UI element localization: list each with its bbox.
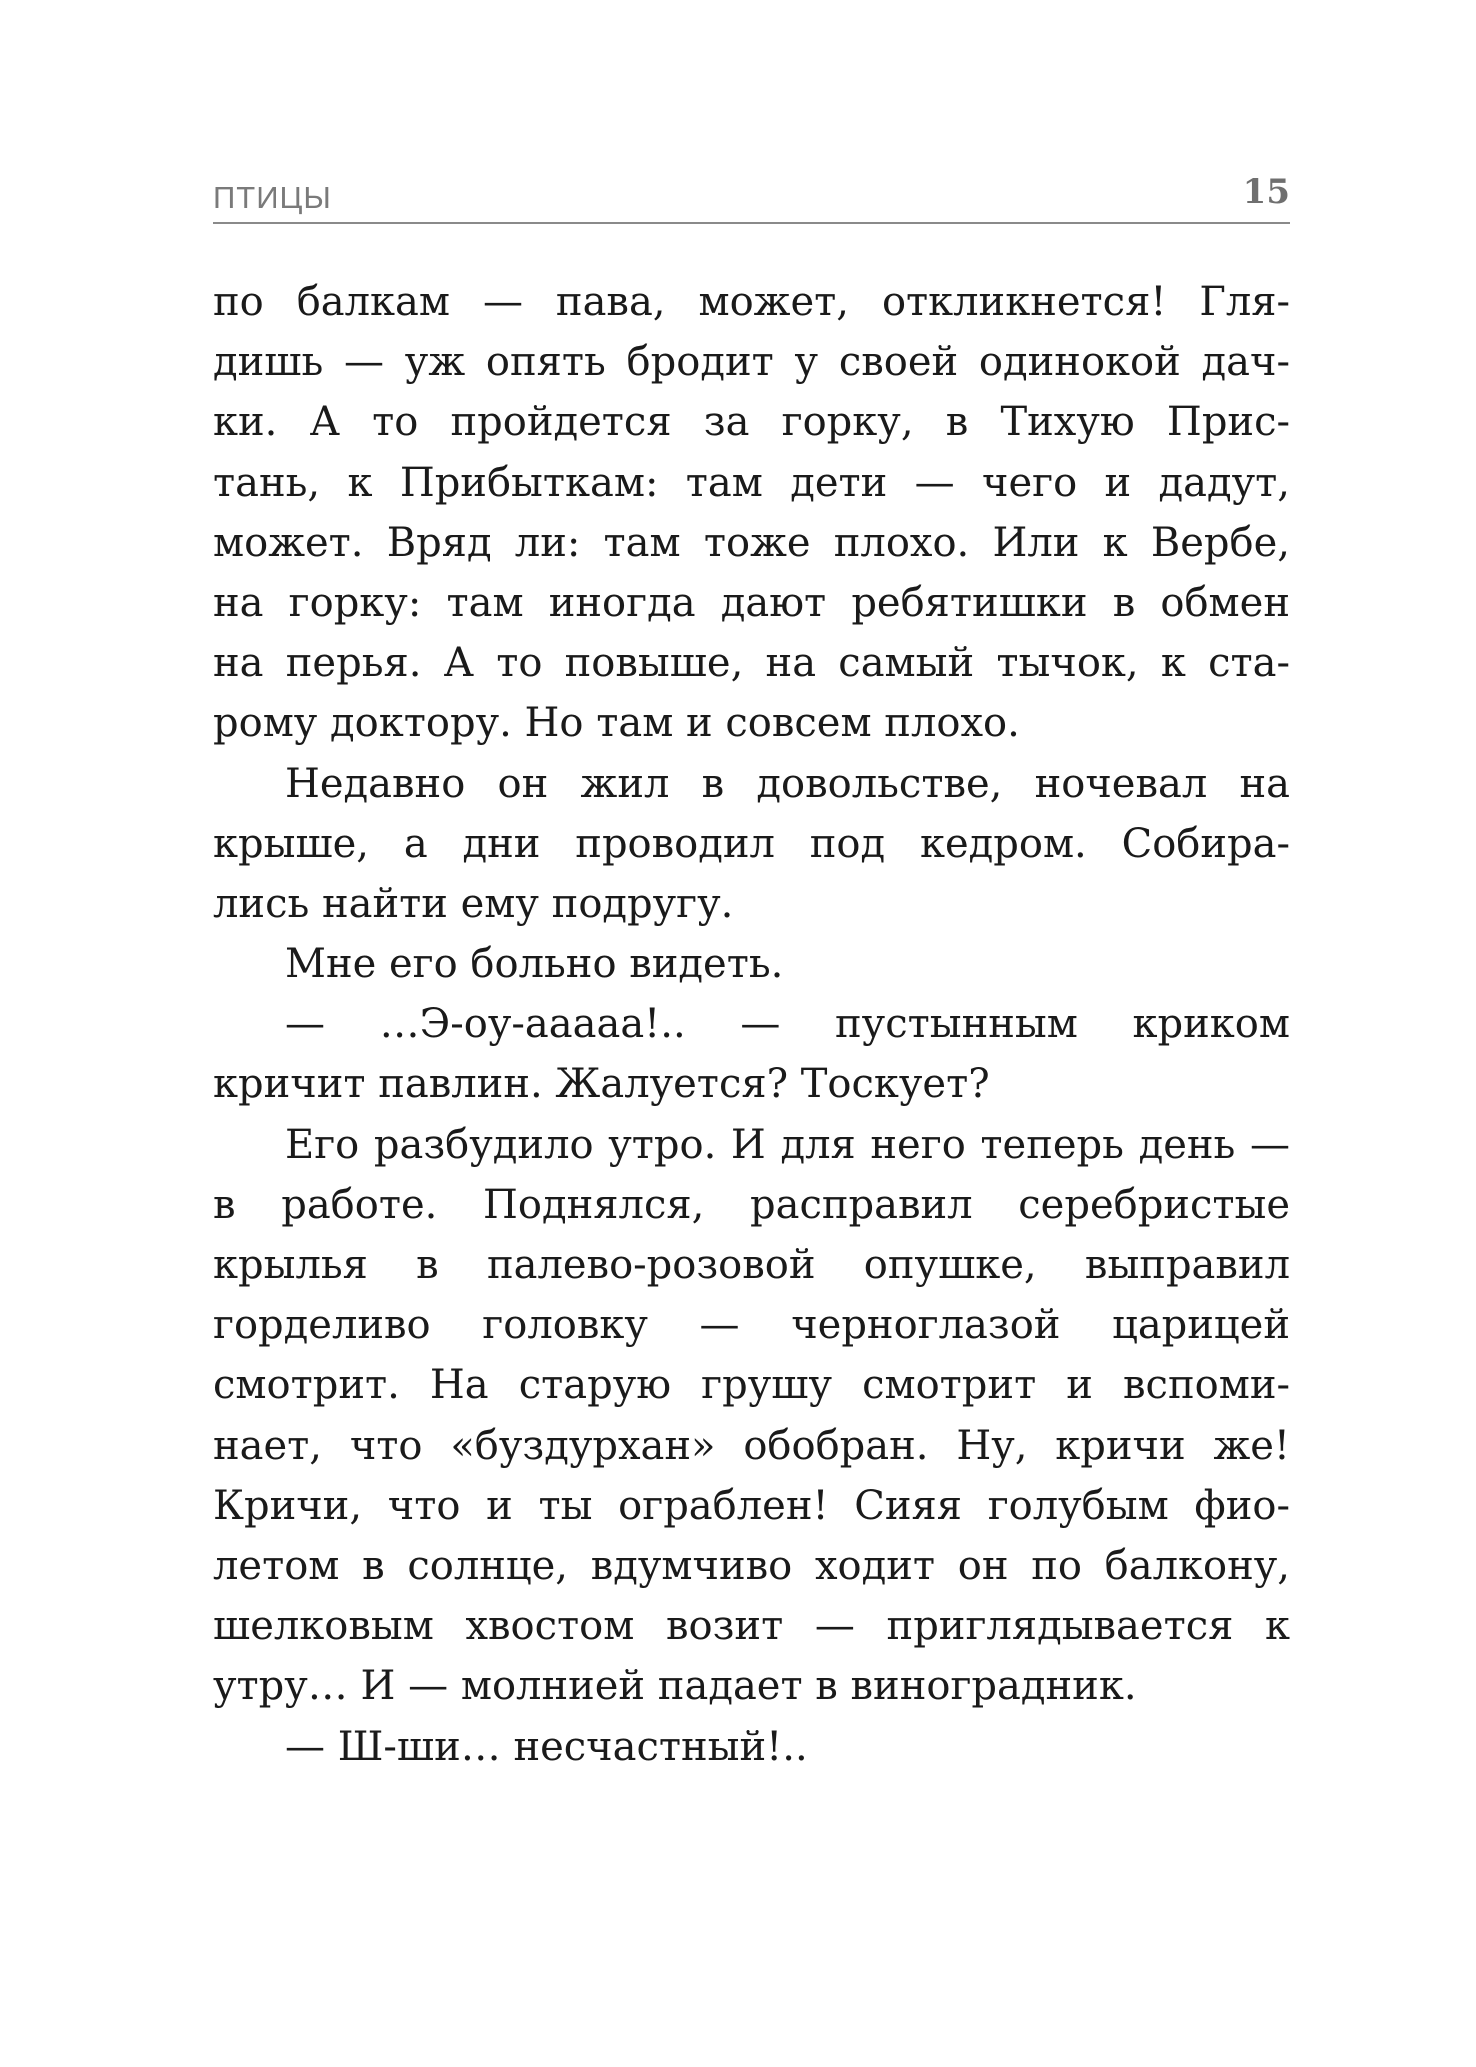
text-line: смотрит. На старую грушу смотрит и вспоми- — [213, 1362, 1290, 1409]
text-line: Недавно он жил в довольстве, ночевал на — [285, 760, 1290, 807]
text-line: на горку: там иногда дают ребятишки в обмен — [213, 579, 1290, 626]
body-text — [213, 272, 1290, 1777]
text-line: горделиво головку — черноглазой царицей — [213, 1302, 1290, 1349]
text-line: ки. А то пройдется за горку, в Тихую Прис- — [213, 399, 1290, 446]
text-line: лись найти ему подругу. — [213, 880, 734, 927]
text-line: Мне его больно видеть. — [285, 941, 784, 988]
text-line: кричит павлин. Жалуется? Тоскует? — [213, 1061, 990, 1108]
text-line: нает, что «буздурхан» обобран. Ну, кричи же! — [213, 1422, 1290, 1469]
text-line: на перья. А то повыше, на самый тычок, к ста- — [213, 640, 1290, 687]
text-line: Кричи, что и ты ограблен! Сияя голубым фио- — [213, 1482, 1290, 1529]
page-number: 15 — [1242, 172, 1290, 212]
text-line: шелковым хвостом возит — приглядывается к — [213, 1603, 1290, 1650]
text-line: дишь — уж опять бродит у своей одинокой дач- — [213, 339, 1290, 386]
text-line: может. Вряд ли: там тоже плохо. Или к Вербе, — [213, 519, 1290, 566]
text-line: рому доктору. Но там и совсем плохо. — [213, 700, 1020, 747]
text-line: по балкам — пава, может, откликнется! Гля- — [213, 279, 1290, 325]
section-title: ПТИЦЫ — [213, 180, 332, 215]
text-line: утру… И — молнией падает в виноградник. — [213, 1663, 1137, 1710]
text-line: Его разбудило утро. И для него теперь день — — [285, 1121, 1290, 1168]
text-line: крылья в палево-розовой опушке, выправил — [213, 1242, 1290, 1288]
text-line: в работе. Поднялся, расправил серебристые — [213, 1181, 1290, 1228]
text-line: тань, к Прибыткам: там дети — чего и дадут, — [213, 459, 1290, 506]
text-line: крыше, а дни проводил под кедром. Собира- — [213, 820, 1290, 867]
running-header — [213, 170, 1290, 224]
text-line: летом в солнце, вдумчиво ходит он по балкону, — [213, 1542, 1290, 1589]
text-line: — …Э-оу-ааааа!.. — пустынным криком — [285, 1001, 1290, 1048]
text-line: — Ш-ши… несчастный!.. — [285, 1723, 808, 1770]
